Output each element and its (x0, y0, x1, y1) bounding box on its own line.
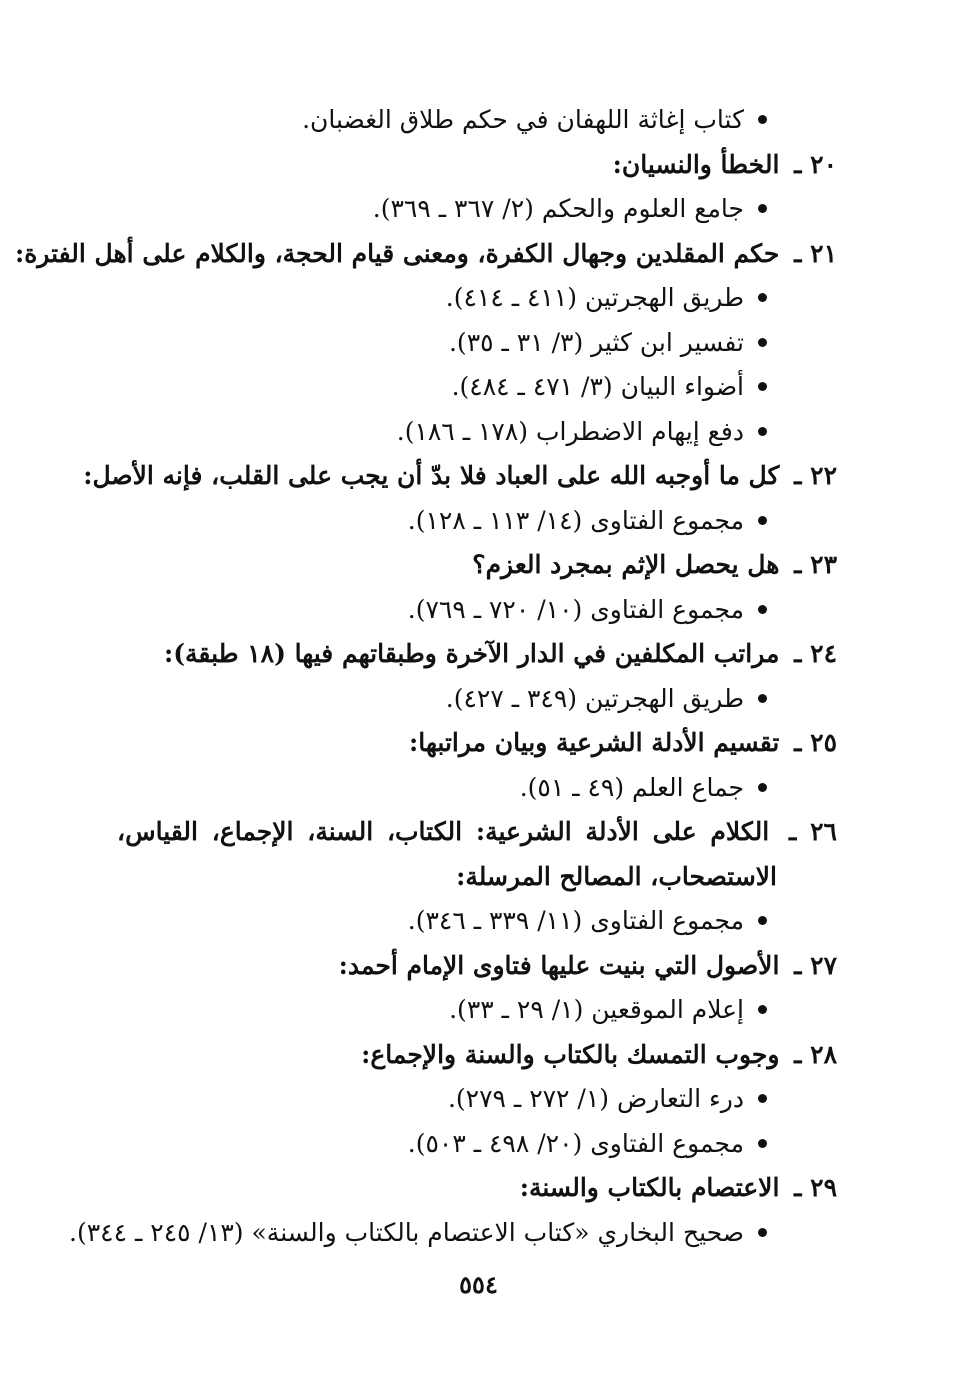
reference-text: صحيح البخاري «كتاب الاعتصام بالكتاب والسنة» (١٣/ ٢٤٥ ـ ٣٤٤). (69, 1217, 744, 1247)
reference-text: جامع العلوم والحكم (٢/ ٣٦٧ ـ ٣٦٩). (372, 194, 744, 223)
bullet-dot-icon (758, 916, 767, 925)
topic-title: وجوب التمسك بالكتاب والسنة والإجماع: (361, 1039, 780, 1069)
reference-text: طريق الهجرتين (٤١١ ـ ٤١٤). (445, 283, 744, 312)
reference-text: تفسير ابن كثير (٣/ ٣١ ـ ٣٥). (448, 327, 744, 357)
reference-text: جماع العلم (٤٩ ـ ٥١). (519, 772, 744, 802)
reference-text: درء التعارض (١/ ٢٧٢ ـ ٢٧٩). (447, 1084, 744, 1113)
topic-title: مراتب المكلفين في الدار الآخرة وطبقاتهم فيها (١٨ طبقة): (163, 639, 780, 668)
reference-text: مجموع الفتاوى (١١/ ٣٣٩ ـ ٣٤٦). (407, 906, 744, 935)
reference-text: كتاب إغاثة اللهفان في حكم طلاق الغضبان. (302, 105, 744, 134)
bullet-dot-icon (758, 516, 767, 525)
bullet-reference (69, 1213, 767, 1253)
topic-number: ٢٤ ـ (794, 639, 837, 668)
bullet-reference (449, 990, 767, 1030)
topic-title: الاعتصام بالكتاب والسنة: (519, 1173, 780, 1202)
bullet-reference (446, 679, 767, 719)
bullet-reference (408, 1124, 767, 1164)
topic-title: تقسيم الأدلة الشرعية وبيان مراتبها: (409, 728, 780, 757)
bullet-dot-icon (758, 694, 767, 703)
bullet-dot-icon (758, 293, 767, 302)
bullet-dot-icon (758, 1005, 767, 1014)
page-number: ٥٥٤ (459, 1270, 498, 1299)
topic-title: الأصول التي بنيت عليها فتاوى الإمام أحمد: (338, 950, 780, 980)
reference-text: دفع إيهام الاضطراب (١٧٨ ـ ١٨٦). (396, 416, 744, 446)
bullet-dot-icon (758, 115, 767, 124)
topic-heading (361, 1035, 837, 1075)
topic-heading (472, 545, 837, 585)
bullet-reference (452, 367, 767, 407)
topic-number: ٢٠ ـ (794, 149, 837, 179)
reference-text: مجموع الفتاوى (١٠/ ٧٢٠ ـ ٧٦٩). (407, 594, 744, 624)
bullet-reference (373, 189, 767, 229)
bullet-reference (520, 768, 767, 808)
topic-heading (339, 946, 837, 986)
bullet-reference (408, 901, 767, 941)
bullet-reference (408, 590, 767, 630)
topic-heading (164, 634, 837, 674)
bullet-dot-icon (758, 1094, 767, 1103)
topic-number: ٢٨ ـ (794, 1039, 837, 1069)
bullet-dot-icon (758, 427, 767, 436)
topic-heading (409, 723, 837, 763)
topic-number: ٢١ ـ (794, 238, 837, 268)
bullet-dot-icon (758, 204, 767, 213)
topic-number: ٢٩ ـ (794, 1173, 837, 1202)
topic-title: كل ما أوجبه الله على العباد فلا بدّ أن يجب على القلب، فإنه الأصل: (83, 461, 780, 490)
topic-number: ٢٢ ـ (794, 461, 837, 490)
topic-number: ٢٣ ـ (794, 550, 837, 579)
topic-number: ٢٧ ـ (794, 950, 837, 980)
reference-text: أضواء البيان (٣/ ٤٧١ ـ ٤٨٤). (451, 372, 744, 401)
topic-title-continuation: الاستصحاب، المصالح المرسلة: (456, 861, 777, 891)
topic-heading (15, 234, 837, 274)
topic-heading (83, 456, 837, 496)
bullet-reference (446, 278, 767, 318)
topic-title: الكلام على الأدلة الشرعية: الكتاب، السنة، الإجماع، القياس، (117, 817, 770, 846)
bullet-reference (302, 100, 767, 140)
topic-title: الخطأ والنسيان: (612, 149, 780, 179)
topic-heading (117, 812, 837, 852)
topic-heading (613, 145, 837, 185)
bullet-dot-icon (758, 1228, 767, 1237)
bullet-dot-icon (758, 1139, 767, 1148)
bullet-reference (397, 412, 767, 452)
bullet-dot-icon (758, 605, 767, 614)
bullet-reference (449, 323, 767, 363)
reference-text: مجموع الفتاوى (٢٠/ ٤٩٨ ـ ٥٠٣). (407, 1128, 744, 1158)
reference-text: مجموع الفتاوى (١٤/ ١١٣ ـ ١٢٨). (407, 505, 744, 535)
topic-title: هل يحصل الإثم بمجرد العزم؟ (472, 550, 780, 579)
bullet-reference (448, 1079, 767, 1119)
reference-text: إعلام الموقعين (١/ ٢٩ ـ ٣٣). (449, 995, 744, 1024)
reference-text: طريق الهجرتين (٣٤٩ ـ ٤٢٧). (445, 683, 744, 713)
topic-title: حكم المقلدين وجهال الكفرة، ومعنى قيام الحجة، والكلام على أهل الفترة: (14, 238, 780, 268)
bullet-dot-icon (758, 338, 767, 347)
topic-number: ٢٦ ـ (789, 817, 837, 846)
topic-heading (520, 1168, 837, 1208)
bullet-dot-icon (758, 783, 767, 792)
bullet-dot-icon (758, 382, 767, 391)
bullet-reference (408, 501, 767, 541)
topic-number: ٢٥ ـ (794, 728, 837, 757)
